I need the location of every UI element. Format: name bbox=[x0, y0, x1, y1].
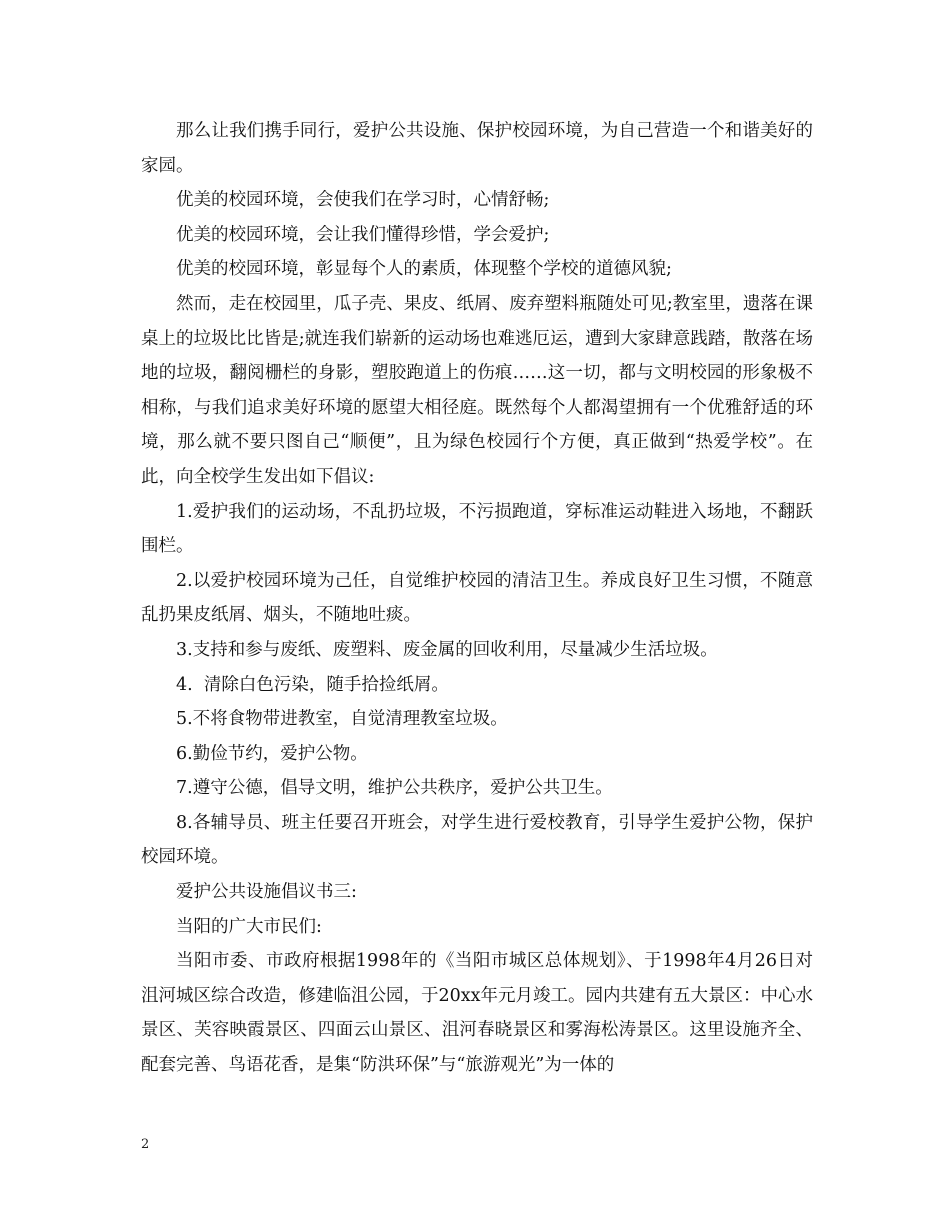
list-item: 5.不将食物带进教室，自觉清理教室垃圾。 bbox=[176, 709, 508, 730]
section-heading: 爱护公共设施倡议书三: bbox=[176, 882, 357, 903]
paragraph: 然而，走在校园里，瓜子壳、果皮、纸屑、废弃塑料瓶随处可见;教室里，遗落在课桌上的垃圾比比皆是;就连我们崭新的运动场也难逃厄运，遭到大家肆意践踏，散落在场地的垃圾，翻阅栅栏的身影，塑胶跑道上的伤痕……这一切，都与文明校园的形象极不相称，与我们追求美好环境的愿望大相径庭。既然每个人都渴望拥有一个优雅舒适的环境，那么就不要只图自己“顺便”，且为绿色校园行个方便，真正做到“热爱学校”。在此，向全校学生发出如下倡议: bbox=[141, 293, 813, 487]
list-item: 3.支持和参与废纸、废塑料、废金属的回收利用，尽量减少生活垃圾。 bbox=[176, 639, 718, 660]
paragraph: 优美的校园环境，会使我们在学习时，心情舒畅; bbox=[176, 190, 550, 211]
salutation: 当阳的广大市民们: bbox=[176, 916, 322, 937]
list-item: 8.各辅导员、班主任要召开班会，对学生进行爱校教育，引导学生爱护公物，保护校园环境。 bbox=[141, 812, 813, 868]
list-item: 6.勤俭节约，爱护公物。 bbox=[176, 743, 368, 764]
list-item: 7.遵守公德，倡导文明，维护公共秩序，爱护公共卫生。 bbox=[176, 778, 613, 799]
list-item: 1.爱护我们的运动场，不乱扔垃圾，不污损跑道，穿标准运动鞋进入场地，不翻跃围栏。 bbox=[141, 501, 813, 557]
paragraph: 当阳市委、市政府根据1998年的《当阳市城区总体规划》、于1998年4月26日对沮河城区综合改造，修建临沮公园，于20xx年元月竣工。园内共建有五大景区：中心水景区、芙容映霞景区、四面云山景区、沮河春晓景区和雾海松涛景区。这里设施齐全、配套完善、鸟语花香，是集“防洪环保”与“旅游观光”为一体的 bbox=[141, 951, 814, 1076]
document-body bbox=[141, 114, 813, 1083]
list-item: 4. 清除白色污染，随手拾捡纸屑。 bbox=[176, 674, 449, 695]
page-number: 2 bbox=[141, 1137, 150, 1152]
paragraph: 优美的校园环境，彰显每个人的素质，体现整个学校的道德风貌; bbox=[176, 259, 672, 280]
paragraph: 优美的校园环境，会让我们懂得珍惜，学会爱护; bbox=[176, 224, 550, 245]
paragraph: 那么让我们携手同行，爱护公共设施、保护校园环境，为自己营造一个和谐美好的家园。 bbox=[141, 121, 813, 176]
list-item: 2.以爱护校园环境为己任，自觉维护校园的清洁卫生。养成良好卫生习惯，不随意乱扔果皮纸屑、烟头，不随地吐痰。 bbox=[141, 570, 813, 626]
